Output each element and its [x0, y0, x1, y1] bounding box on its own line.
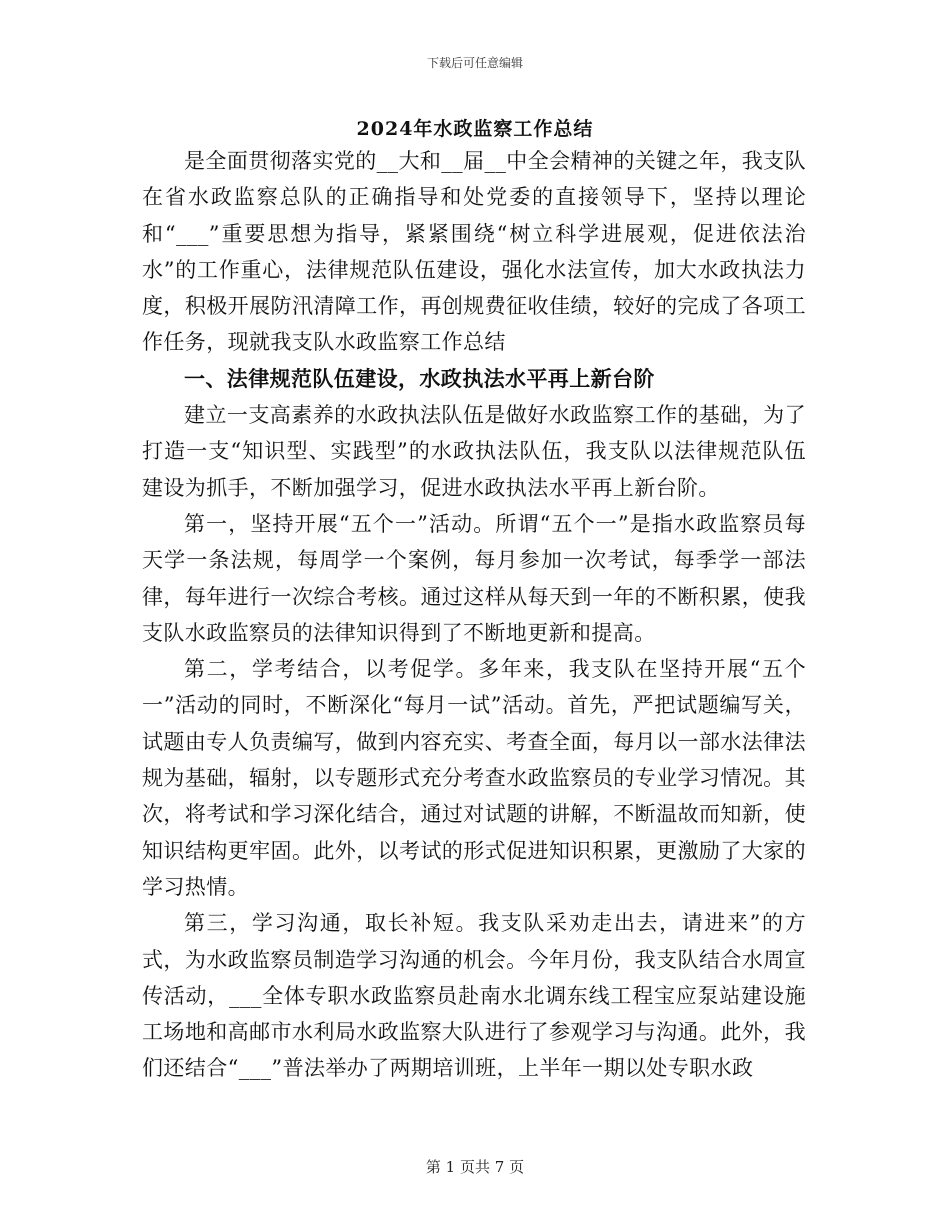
body-paragraph: 第一，坚持开展“五个一”活动。所谓“五个一”是指水政监察员每天学一条法规，每周学一个案例，每月参加一次考试，每季学一部法律，每年进行一次综合考核。通过这样从每天到一年的不断积累，使我支队水政监察员的法律知识得到了不断地更新和提高。 — [142, 511, 806, 645]
document-title: 2024年水政监察工作总结 — [356, 118, 594, 140]
body-paragraph: 建立一支高素养的水政执法队伍是做好水政监察工作的基础，为了打造一支“知识型、实践型”的水政执法队伍，我支队以法律规范队伍建设为抓手，不断加强学习，促进水政执法水平再上新台阶。 — [142, 403, 806, 500]
page-footer: 第 1 页共 7 页 — [425, 1158, 525, 1176]
header-note: 下载后可任意编辑 — [426, 56, 523, 70]
document-body — [142, 143, 806, 1087]
intro-paragraph: 是全面贯彻落实党的__大和__届__中全会精神的关键之年，我支队在省水政监察总队的正确指导和处党委的直接领导下，坚持以理论和“___”重要思想为指导，紧紧围绕“树立科学进展观，促进依法治水”的工作重心，法律规范队伍建设，强化水法宣传，加大水政执法力度，积极开展防汛清障工作，再创规费征收佳绩，较好的完成了各项工作任务，现就我支队水政监察工作总结 — [142, 149, 806, 355]
body-paragraph: 第二，学考结合，以考促学。多年来，我支队在坚持开展“五个一”活动的同时，不断深化“每月一试”活动。首先，严把试题编写关，试题由专人负责编写，做到内容充实、考查全面，每月以一部水法律法规为基础，辐射，以专题形式充分考查水政监察员的专业学习情况。其次，将考试和学习深化结合，通过对试题的讲解，不断温故而知新，使知识结构更牢固。此外，以考试的形式促进知识积累，更激励了大家的学习热情。 — [142, 657, 806, 899]
section-heading: 一、法律规范队伍建设，水政执法水平再上新台阶 — [184, 365, 655, 391]
body-paragraph: 第三，学习沟通，取长补短。我支队采劝走出去，请进来”的方式，为水政监察员制造学习沟通的机会。今年月份，我支队结合水周宣传活动，___全体专职水政监察员赴南水北调东线工程宝应泵站建设施工场地和高邮市水利局水政监察大队进行了参观学习与沟通。此外，我们还结合“___”普法举办了两期培训班，上半年一期以处专职水政 — [142, 911, 806, 1081]
